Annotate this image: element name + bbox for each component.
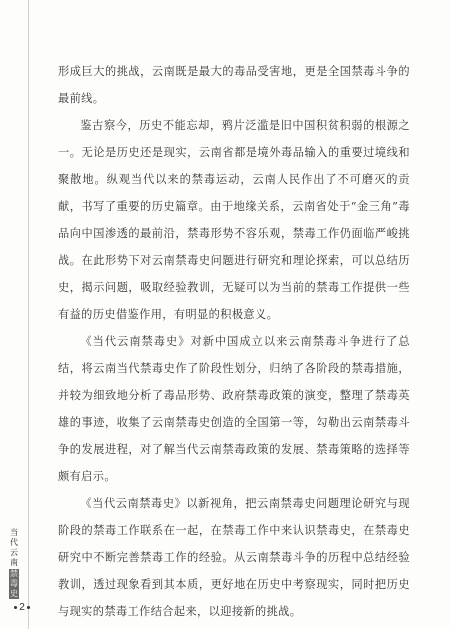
paragraph-1: 形成巨大的挑战，云南既是最大的毒品受害地，更是全国禁毒斗争的最前线。 — [58, 65, 410, 105]
side-tab-char: 云 — [10, 548, 18, 557]
side-tab-highlight-block — [9, 569, 19, 599]
side-tab-char: 史 — [10, 589, 18, 598]
paragraph-2: 鉴古察今，历史不能忘却，鸦片泛滥是旧中国积贫积弱的根源之一。无论是历史还是现实，云南省都是境外毒品输入的重要过境线和聚散地。纵观当代以来的禁毒运动，云南人民作出了不可磨灭的贡献，书写了重要的历史篇章。由于地缘关系，云南省处于“金三角”毒品向中国渗透的最前沿，禁毒形势不容乐观，禁毒工作仍面临严峻挑战。在此形势下对云南禁毒史问题进行研究和理论探索，可以总结历史，揭示问题，吸取经验教训，无疑可以为当前的禁毒工作提供一些有益的历史借鉴作用，有明显的积极意义。 — [58, 119, 410, 321]
body-text — [58, 58, 410, 625]
side-tab-char: 毒 — [10, 579, 18, 588]
paragraph-4: 《当代云南禁毒史》以新视角，把云南禁毒史问题理论研究与现阶段的禁毒工作联系在一起，在禁毒工作中来认识禁毒史，在禁毒史研究中不断完善禁毒工作的经验。从云南禁毒斗争的历程中总结经验教训，透过现象看到其本质，更好地在历史中考察现实，同时把历史与现实的禁毒工作结合起来，以迎接新的挑战。 — [58, 497, 410, 618]
paragraph-3: 《当代云南禁毒史》对新中国成立以来云南禁毒斗争进行了总结，将云南当代禁毒史作了阶段性划分，归纳了各阶段的禁毒措施，并较为细致地分析了毒品形势、政府禁毒政策的演变，整理了禁毒英雄的事迹，收集了云南禁毒史创造的全国第一等，勾勒出云南禁毒斗争的发展进程，对了解当代云南禁毒政策的发展、禁毒策略的选择等颇有启示。 — [58, 335, 410, 483]
page-number-value: 2 — [19, 601, 25, 613]
side-tab-char: 南 — [10, 558, 18, 567]
page-margin-rule — [28, 0, 29, 629]
page-number — [8, 600, 36, 614]
book-title-side-tab — [0, 528, 28, 598]
side-tab-char: 代 — [10, 538, 18, 547]
page-number-dot-left — [14, 606, 17, 609]
page-number-dot-right — [27, 606, 30, 609]
side-tab-char: 禁 — [10, 569, 18, 578]
side-tab-char: 当 — [10, 528, 18, 537]
